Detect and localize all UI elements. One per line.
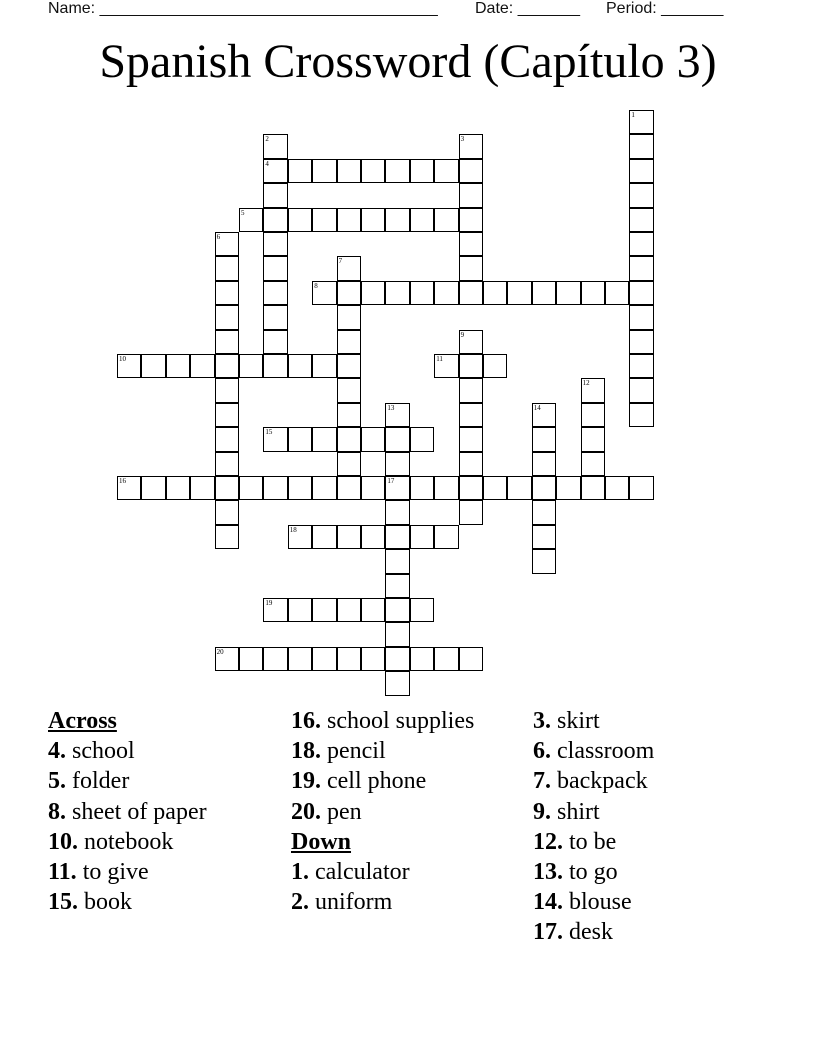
grid-cell[interactable] [385,574,409,598]
clue-number-label: 1 [631,111,635,119]
clue-item [291,857,531,887]
grid-cell[interactable] [215,452,239,476]
grid-cell[interactable] [385,476,409,500]
grid-cell[interactable] [312,427,336,451]
grid-cell[interactable] [166,476,190,500]
clue-text: uniform [315,889,393,916]
clue-number: 12. [533,828,563,855]
grid-cell[interactable] [581,378,605,402]
grid-cell[interactable] [263,256,287,280]
name-field-label: Name: ______________________________________ [48,0,438,17]
grid-cell[interactable] [507,476,531,500]
clue-text: calculator [315,859,410,886]
grid-cell[interactable] [410,208,434,232]
grid-cell[interactable] [361,427,385,451]
clue-number-label: 5 [241,208,245,217]
clue-text: to be [569,828,617,855]
clue-item [291,706,531,736]
grid-cell[interactable] [459,281,483,305]
grid-cell[interactable] [312,476,336,500]
grid-cell[interactable] [385,647,409,671]
clue-number: 1. [291,859,309,886]
grid-cell[interactable] [385,525,409,549]
grid-cell[interactable] [312,525,336,549]
clue-number-label: 20 [216,647,224,656]
grid-cell[interactable] [215,476,239,500]
grid-cell[interactable] [581,476,605,500]
grid-cell[interactable] [312,598,336,622]
grid-cell[interactable] [263,134,287,158]
clue-text: skirt [557,708,600,734]
grid-cell[interactable] [117,354,141,378]
grid-cell[interactable] [288,525,312,549]
clue-number: 11. [48,859,77,886]
grid-cell[interactable] [629,134,653,158]
grid-cell[interactable] [459,427,483,451]
grid-cell[interactable] [410,476,434,500]
clue-text: to go [569,859,618,886]
clue-number: 3. [533,708,551,734]
clue-number-label: 16 [119,477,126,485]
grid-cell[interactable] [385,671,409,695]
grid-cell[interactable] [215,647,239,671]
grid-cell[interactable] [215,281,239,305]
grid-cell[interactable] [337,305,361,329]
grid-cell[interactable] [263,183,287,207]
grid-cell[interactable] [581,403,605,427]
grid-cell[interactable] [581,427,605,451]
grid-cell[interactable] [629,159,653,183]
clue-number: 18. [291,738,321,765]
clue-number-label: 18 [289,525,297,534]
clue-item [291,887,531,917]
grid-cell[interactable] [532,403,556,427]
clue-number: 15. [48,889,78,916]
clue-number: 10. [48,828,78,855]
grid-cell[interactable] [337,330,361,354]
grid-cell[interactable] [312,354,336,378]
grid-cell[interactable] [385,622,409,646]
grid-cell[interactable] [483,354,507,378]
grid-cell[interactable] [263,159,287,183]
grid-cell[interactable] [629,403,653,427]
grid-cell[interactable] [629,281,653,305]
clue-text: notebook [84,828,174,855]
grid-cell[interactable] [581,452,605,476]
grid-cell[interactable] [385,427,409,451]
grid-cell[interactable] [532,476,556,500]
grid-cell[interactable] [337,378,361,402]
clue-text: shirt [557,798,600,825]
grid-cell[interactable] [532,281,556,305]
grid-cell[interactable] [190,354,214,378]
grid-cell[interactable] [215,354,239,378]
clue-number: 13. [533,859,563,886]
grid-cell[interactable] [337,598,361,622]
grid-cell[interactable] [483,476,507,500]
grid-cell[interactable] [385,598,409,622]
grid-cell[interactable] [410,281,434,305]
grid-cell[interactable] [361,476,385,500]
grid-cell[interactable] [337,159,361,183]
grid-cell[interactable] [215,330,239,354]
grid-cell[interactable] [459,232,483,256]
clue-text: pen [327,798,362,825]
clue-text: cell phone [327,768,427,795]
clue-item [48,797,288,827]
grid-cell[interactable] [434,159,458,183]
grid-cell[interactable] [629,232,653,256]
grid-cell[interactable] [215,427,239,451]
grid-cell[interactable] [337,208,361,232]
grid-cell[interactable] [459,500,483,524]
grid-cell[interactable] [459,183,483,207]
grid-cell[interactable] [605,281,629,305]
grid-cell[interactable] [532,549,556,573]
clue-number: 20. [291,798,321,825]
clue-item [533,857,773,887]
grid-cell[interactable] [532,427,556,451]
across-heading: Across [48,708,117,734]
clue-item [48,736,288,766]
grid-cell[interactable] [434,354,458,378]
clue-number: 6. [533,738,551,765]
grid-cell[interactable] [629,183,653,207]
clues-column-3 [533,706,773,948]
grid-cell[interactable] [410,598,434,622]
grid-cell[interactable] [459,378,483,402]
clue-item [533,736,773,766]
grid-cell[interactable] [263,647,287,671]
grid-cell[interactable] [141,476,165,500]
grid-cell[interactable] [532,500,556,524]
clues-column-1 [48,706,288,917]
grid-cell[interactable] [459,208,483,232]
grid-cell[interactable] [263,281,287,305]
clue-number-label: 17 [387,477,395,485]
grid-cell[interactable] [337,403,361,427]
grid-cell[interactable] [385,159,409,183]
grid-cell[interactable] [629,378,653,402]
grid-cell[interactable] [215,378,239,402]
clue-text: school supplies [327,708,475,734]
grid-cell[interactable] [434,525,458,549]
grid-cell[interactable] [141,354,165,378]
clue-number: 5. [48,768,66,795]
grid-cell[interactable] [263,598,287,622]
grid-cell[interactable] [288,598,312,622]
grid-cell[interactable] [215,256,239,280]
grid-cell[interactable] [410,427,434,451]
clue-number: 9. [533,798,551,825]
grid-cell[interactable] [434,281,458,305]
grid-cell[interactable] [629,110,653,134]
grid-cell[interactable] [263,305,287,329]
clue-text: to give [82,859,149,886]
grid-cell[interactable] [385,549,409,573]
grid-cell[interactable] [532,452,556,476]
grid-cell[interactable] [361,281,385,305]
clue-number: 2. [291,889,309,916]
grid-cell[interactable] [239,647,263,671]
clue-number-label: 9 [460,330,465,339]
grid-cell[interactable] [434,647,458,671]
grid-cell[interactable] [629,476,653,500]
grid-cell[interactable] [434,476,458,500]
clue-item [291,736,531,766]
grid-cell[interactable] [337,647,361,671]
grid-cell[interactable] [459,134,483,158]
grid-cell[interactable] [459,403,483,427]
clue-item [291,766,531,796]
grid-cell[interactable] [361,525,385,549]
grid-cell[interactable] [410,525,434,549]
grid-cell[interactable] [385,208,409,232]
clue-number: 7. [533,768,551,795]
grid-cell[interactable] [288,208,312,232]
grid-cell[interactable] [337,452,361,476]
grid-cell[interactable] [361,159,385,183]
clue-number-label: 7 [338,257,343,266]
grid-cell[interactable] [190,476,214,500]
grid-cell[interactable] [385,500,409,524]
grid-cell[interactable] [629,305,653,329]
grid-cell[interactable] [459,330,483,354]
clue-number-label: 4 [265,159,269,168]
grid-cell[interactable] [337,354,361,378]
date-field-label: Date: _______ [475,0,580,17]
grid-cell[interactable] [361,598,385,622]
page-title: Spanish Crossword (Capítulo 3) [99,35,717,88]
grid-cell[interactable] [629,330,653,354]
grid-cell[interactable] [312,159,336,183]
clue-number-label: 2 [265,135,269,144]
clue-number-label: 19 [265,599,273,607]
clue-item [533,706,773,736]
grid-cell[interactable] [215,403,239,427]
grid-cell[interactable] [239,208,263,232]
clue-item [48,887,288,917]
grid-cell[interactable] [337,281,361,305]
grid-cell[interactable] [337,427,361,451]
grid-cell[interactable] [629,256,653,280]
grid-cell[interactable] [337,525,361,549]
period-field-label: Period: _______ [606,0,724,17]
clue-text: blouse [569,889,632,916]
grid-cell[interactable] [361,647,385,671]
grid-cell[interactable] [263,476,287,500]
grid-cell[interactable] [361,208,385,232]
clue-number-label: 3 [460,135,465,144]
grid-cell[interactable] [459,159,483,183]
grid-cell[interactable] [434,208,458,232]
clue-text: school [72,738,135,765]
clue-number: 14. [533,889,563,916]
grid-cell[interactable] [263,427,287,451]
grid-cell[interactable] [629,208,653,232]
grid-cell[interactable] [605,476,629,500]
grid-cell[interactable] [288,354,312,378]
grid-cell[interactable] [215,305,239,329]
clue-number-label: 6 [216,233,221,241]
clue-text: classroom [557,738,655,765]
clue-item [48,766,288,796]
clue-item [533,797,773,827]
grid-cell[interactable] [556,476,580,500]
grid-cell[interactable] [410,159,434,183]
grid-cell[interactable] [337,476,361,500]
clue-number-label: 12 [582,379,590,388]
grid-cell[interactable] [239,354,263,378]
clue-number: 8. [48,798,66,825]
grid-cell[interactable] [263,354,287,378]
grid-cell[interactable] [385,452,409,476]
grid-cell[interactable] [459,647,483,671]
grid-cell[interactable] [312,647,336,671]
clue-text: backpack [557,768,648,795]
grid-cell[interactable] [507,281,531,305]
clue-item [533,766,773,796]
clue-item [291,797,531,827]
clue-item [48,827,288,857]
clues-column-2 [291,706,531,917]
down-heading: Down [291,828,352,855]
grid-cell[interactable] [459,256,483,280]
grid-cell[interactable] [312,208,336,232]
grid-cell[interactable] [215,525,239,549]
clue-text: folder [72,768,130,795]
clue-number: 17. [533,919,563,946]
grid-cell[interactable] [581,281,605,305]
clue-item [533,827,773,857]
grid-cell[interactable] [459,476,483,500]
clue-number-label: 11 [436,355,443,363]
grid-cell[interactable] [239,476,263,500]
grid-cell[interactable] [288,476,312,500]
grid-cell[interactable] [215,232,239,256]
clue-number: 16. [291,708,321,734]
clue-number-label: 14 [533,403,541,412]
grid-cell[interactable] [459,354,483,378]
clue-number: 4. [48,738,66,765]
clue-text: book [84,889,132,916]
grid-cell[interactable] [629,354,653,378]
grid-cell[interactable] [288,647,312,671]
clue-number-label: 13 [387,403,395,412]
grid-cell[interactable] [215,500,239,524]
grid-cell[interactable] [385,403,409,427]
clue-number-label: 15 [265,428,273,437]
grid-cell[interactable] [385,281,409,305]
clue-item [48,857,288,887]
grid-cell[interactable] [337,256,361,280]
grid-cell[interactable] [288,427,312,451]
grid-cell[interactable] [410,647,434,671]
grid-cell[interactable] [288,159,312,183]
clue-item [533,887,773,917]
clue-text: sheet of paper [72,798,207,825]
grid-cell[interactable] [117,476,141,500]
clue-text: pencil [327,738,386,765]
grid-cell[interactable] [263,208,287,232]
clue-text: desk [569,919,613,946]
clue-item [533,917,773,947]
grid-cell[interactable] [312,281,336,305]
grid-cell[interactable] [459,452,483,476]
grid-cell[interactable] [532,525,556,549]
clue-number-label: 10 [119,355,126,363]
grid-cell[interactable] [166,354,190,378]
clue-number-label: 8 [314,281,318,290]
grid-cell[interactable] [263,330,287,354]
clue-number: 19. [291,768,321,795]
grid-cell[interactable] [556,281,580,305]
grid-cell[interactable] [483,281,507,305]
grid-cell[interactable] [263,232,287,256]
